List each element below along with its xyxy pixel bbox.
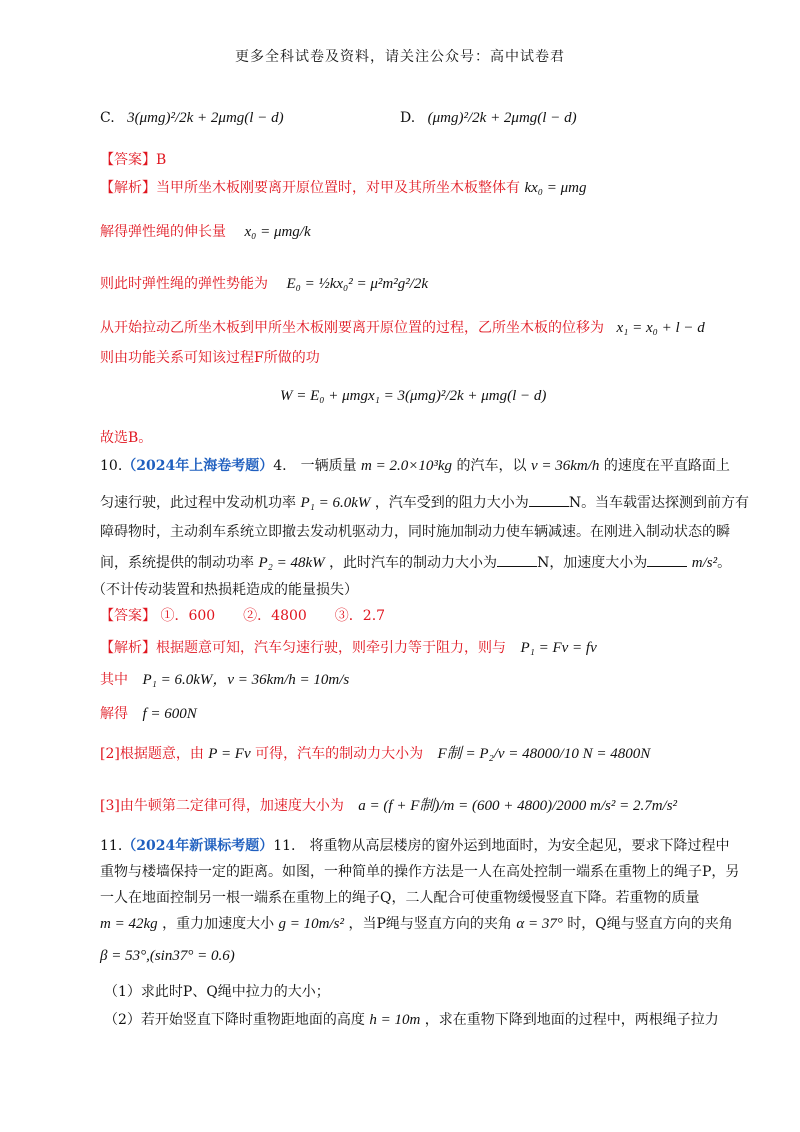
q10-text: 的速度在平直路面上	[603, 458, 730, 474]
analysis-line-1	[100, 178, 586, 198]
option-c-formula: 3(μmg)²/2k + 2μmg(l − d)	[127, 110, 284, 126]
option-c	[100, 108, 284, 128]
q10-mass: m = 2.0×10³kg	[361, 458, 453, 474]
q10-where	[100, 670, 349, 690]
analysis-text: [3]由牛顿第二定律可得，加速度大小为	[100, 798, 344, 814]
q11-line-2: 重物与楼墙保持一定的距离。如图，一种简单的操作方法是一人在高处控制一端系在重物上的绳子P，另	[100, 864, 740, 880]
q10-text: 的汽车，以	[456, 458, 527, 474]
q10-line-4	[100, 552, 731, 573]
q10-answer-body: ①．600 ②．4800 ③．2.7	[160, 608, 386, 624]
q11-line-5	[100, 946, 235, 966]
analysis-text: 根据题意可知，汽车匀速行驶，则牵引力等于阻力，则与	[156, 640, 506, 656]
analysis-line-4	[100, 318, 705, 338]
option-d-label: D.	[400, 110, 416, 126]
q10-number: 10.	[100, 458, 123, 474]
q10-step-3	[100, 796, 677, 816]
formula-w: W = E₀ + μmgx₁ = 3(μmg)²/2k + μmg(l − d)	[280, 388, 547, 404]
q10-answer	[100, 606, 385, 626]
formula-where: P₁ = 6.0kW，v = 36km/h = 10m/s	[142, 672, 350, 688]
q11-text: （2）若开始竖直下降时重物距地面的高度	[104, 1012, 365, 1028]
option-d-formula: (μmg)²/2k + 2μmg(l − d)	[427, 110, 577, 126]
q10-answer-tag: 【答案】	[100, 608, 156, 624]
q11-line-4	[100, 914, 733, 934]
formula-pfv: P = Fv	[208, 746, 251, 762]
analysis-line-6	[280, 386, 546, 406]
q11-text: ，当P绳与竖直方向的夹角	[348, 916, 512, 932]
q11-line-1	[100, 836, 730, 856]
answer-blank-3[interactable]	[647, 552, 687, 567]
option-c-label: C.	[100, 110, 115, 126]
q10-text: 间，系统提供的制动功率	[100, 555, 254, 571]
q11-mass: m = 42kg	[100, 916, 158, 932]
q10-step-2	[100, 744, 650, 764]
q11-beta: β = 53°,(sin37° = 0.6)	[100, 948, 235, 964]
analysis-line-5: 则由功能关系可知该过程F所做的功	[100, 350, 320, 366]
q10-text: ，此时汽车的制动力大小为	[329, 555, 498, 571]
q10-line-5: （不计传动装置和热损耗造成的能量损失）	[92, 582, 358, 598]
formula-a: a = (f + F制)/m = (600 + 4800)/2000 m/s² = 2.7m/s²	[358, 798, 678, 814]
formula-x1: x₁ = x₀ + l − d	[616, 320, 705, 336]
formula-e0: E₀ = ½kx₀² = μ²m²g²/2k	[286, 276, 429, 292]
q11-number: 11.	[100, 838, 123, 854]
analysis-text: 解得	[100, 706, 128, 722]
analysis-text: 可得，汽车的制动力大小为	[255, 746, 424, 762]
q10-power1: P₁ = 6.0kW	[300, 495, 371, 511]
q10-text: 。	[717, 555, 732, 571]
q11-source: （2024年新课标考题）	[122, 838, 274, 854]
analysis-text: [2]根据题意，由	[100, 746, 204, 762]
option-d	[400, 108, 577, 128]
analysis-text: 当甲所坐木板刚要离开原位置时，对甲及其所坐木板整体有	[156, 180, 520, 196]
q10-power2: P₂ = 48kW	[258, 555, 325, 571]
analysis-tag: 【解析】	[100, 180, 156, 196]
q11-alpha: α = 37°	[516, 916, 563, 932]
q11-text: ，重力加速度大小	[162, 916, 275, 932]
q11-line-3: 一人在地面控制另一根一端系在重物上的绳子Q，二人配合可使重物缓慢竖直下降。若重物的质量	[100, 890, 700, 906]
page-header: 更多全科试卷及资料，请关注公众号：高中试卷君	[235, 49, 565, 65]
q10-text: 匀速行驶，此过程中发动机功率	[100, 495, 296, 511]
q11-g: g = 10m/s²	[278, 916, 344, 932]
q10-solve	[100, 704, 197, 724]
analysis-line-3	[100, 274, 428, 294]
q11-height: h = 10m	[369, 1012, 421, 1028]
analysis-text: 其中	[100, 672, 128, 688]
analysis-line-7: 故选B。	[100, 430, 153, 446]
q10-text: N，加速度大小为	[537, 555, 648, 571]
q11-sub-2	[104, 1010, 719, 1030]
answer-b: 【答案】B	[100, 152, 167, 168]
formula-kx0: kx₀ = μmg	[524, 180, 587, 196]
q10-text: N。当车载雷达探测到前方有	[568, 495, 750, 511]
analysis-line-2	[100, 222, 311, 242]
q10-text: ，汽车受到的阻力大小为	[374, 495, 529, 511]
q10-speed: v = 36km/h	[530, 458, 600, 474]
q10-line-3: 障碍物时，主动刹车系统立即撤去发动机驱动力，同时施加制动力使车辆减速。在刚进入制动状态的瞬	[100, 524, 730, 540]
q11-text: 时，Q绳与竖直方向的夹角	[567, 916, 733, 932]
analysis-text: 解得弹性绳的伸长量	[100, 224, 226, 240]
answer-blank-1[interactable]	[529, 492, 569, 507]
q10-analysis-1	[100, 638, 597, 658]
q10-source: （2024年上海卷考题）	[122, 458, 274, 474]
q10-analysis-tag: 【解析】	[100, 640, 156, 656]
q10-line-2	[100, 492, 749, 513]
q11-text: 11. 将重物从高层楼房的窗外运到地面时，为安全起见，要求下降过程中	[273, 838, 730, 854]
formula-x0: x₀ = μmg/k	[244, 224, 311, 240]
formula-p1: P₁ = Fv = fv	[520, 640, 597, 656]
analysis-text: 则此时弹性绳的弹性势能为	[100, 276, 268, 292]
formula-fbrake: F制 = P₂/v = 48000/10 N = 4800N	[437, 746, 651, 762]
q10-text: 4. 一辆质量	[273, 458, 357, 474]
q11-text: ，求在重物下降到地面的过程中，两根绳子拉力	[424, 1012, 719, 1028]
formula-f: f = 600N	[142, 706, 197, 722]
q10-unit: m/s²	[691, 555, 718, 571]
analysis-text: 从开始拉动乙所坐木板到甲所坐木板刚要离开原位置的过程，乙所坐木板的位移为	[100, 320, 604, 336]
answer-blank-2[interactable]	[497, 552, 537, 567]
q10-line-1	[100, 456, 730, 476]
q11-sub-1: （1）求此时P、Q绳中拉力的大小；	[104, 984, 330, 1000]
